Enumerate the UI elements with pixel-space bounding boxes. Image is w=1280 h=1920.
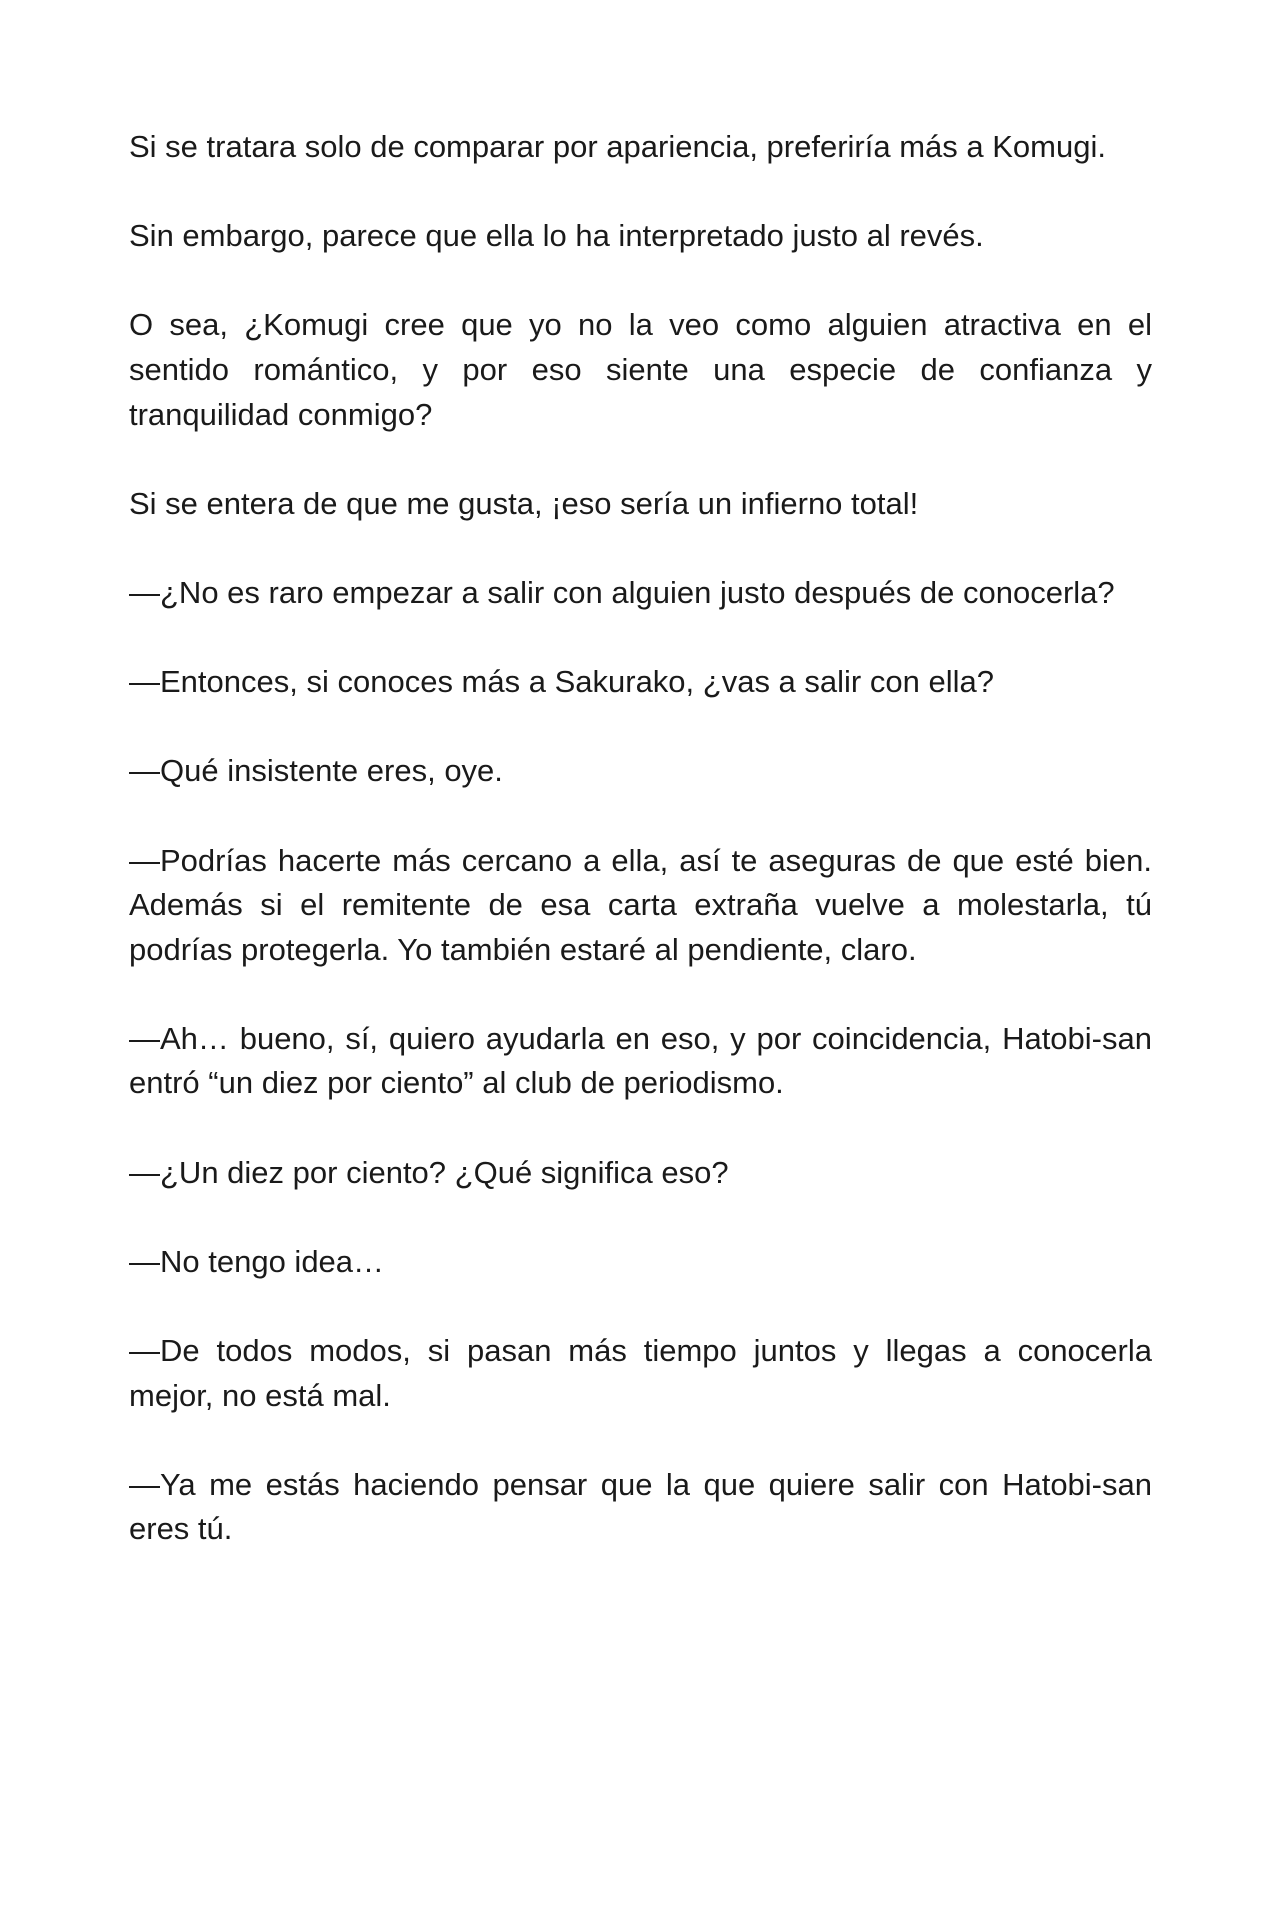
dialogue-paragraph: —Qué insistente eres, oye. — [129, 753, 503, 789]
dialogue-paragraph: —Ya me estás haciendo pensar que la que quiere salir con Hatobi-san eres tú. — [129, 1466, 1152, 1547]
dialogue-paragraph: —De todos modos, si pasan más tiempo juntos y llegas a conocerla mejor, no está mal. — [129, 1333, 1152, 1413]
dialogue-paragraph: —Podrías hacerte más cercano a ella, así te aseguras de que esté bien. Además si el remitente de esa carta extraña vuelve a molestarla, tú podrías protegerla. Yo también estaré al pendiente, claro. — [129, 842, 1152, 967]
dialogue-paragraph: —No tengo idea… — [129, 1243, 385, 1279]
dialogue-paragraph: —Ah… bueno, sí, quiero ayudarla en eso, y por coincidencia, Hatobi-san entró “un diez por ciento” al club de periodismo. — [129, 1020, 1152, 1101]
dialogue-paragraph: —¿Un diez por ciento? ¿Qué significa eso? — [129, 1154, 729, 1190]
paragraph: Sin embargo, parece que ella lo ha interpretado justo al revés. — [129, 218, 984, 254]
paragraph: O sea, ¿Komugi cree que yo no la veo como alguien atractiva en el sentido romántico, y por eso siente una especie de confianza y tranquilidad conmigo? — [129, 307, 1152, 432]
paragraph: Si se tratara solo de comparar por apariencia, preferiría más a Komugi. — [129, 129, 1106, 164]
dialogue-paragraph: —¿No es raro empezar a salir con alguien justo después de conocerla? — [129, 574, 1115, 610]
paragraph: Si se entera de que me gusta, ¡eso sería un infierno total! — [129, 485, 919, 521]
dialogue-paragraph: —Entonces, si conoces más a Sakurako, ¿vas a salir con ella? — [129, 664, 994, 700]
